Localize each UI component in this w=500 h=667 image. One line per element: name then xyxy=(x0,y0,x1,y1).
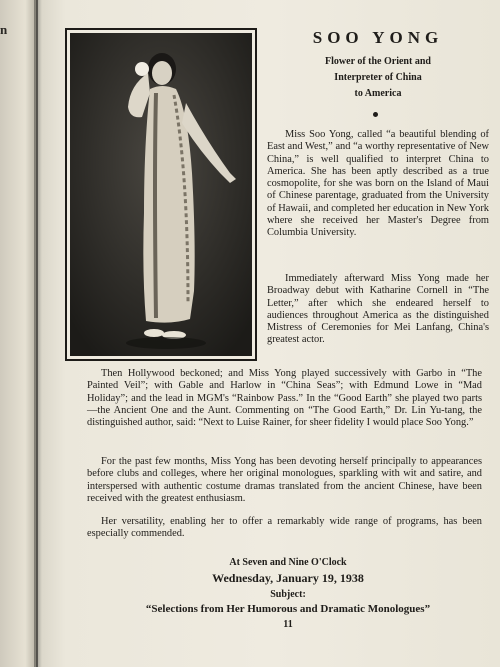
bio-paragraph-1: Miss Soo Yong, called “a beautiful blending of East and West,” and “a worthy representative of New China,” is well qualified to interpret China to America. She has been aptly described as a true cosmopolite, for she was born on the Island of Maui of Chinese parentage, graduated from the University of Hawaii, and completed her education in New York where she received her Master's Degree from Columbia University. xyxy=(267,129,489,239)
bio-paragraph-3: Then Hollywood beckoned; and Miss Yong played successively with Garbo in “The Painted Veil”; with Gable and Harlow in “China Seas”; with Edmund Lowe in “Mad Holiday”; and the lead in MGM's “Rainbow Pass.” In the “Good Earth” she played two parts—the Ancient One and the Aunt. Commenting on “The Good Earth,” Dr. Lin Yu-tang, the distinguished author, said: “Next to Luise Rainer, for sheer fidelity I would place Soo Yong.” xyxy=(87,368,482,429)
event-date: Wednesday, January 19, 1938 xyxy=(212,571,364,585)
subject-title: “Selections from Her Humorous and Dramatic Monologues” xyxy=(145,603,431,615)
bio-paragraph-4: For the past few months, Miss Yong has been devoting herself principally to appearances before clubs and colleges, where her original monologues, sparkling with wit and satire, and interspersed with authentic costume dramas translated from the ancient Chinese, have been received with the greatest enthusiasm. xyxy=(87,456,482,504)
subtitle-line: to America xyxy=(354,88,402,99)
program-page xyxy=(38,0,500,667)
portrait-photo xyxy=(70,33,252,356)
bio-paragraph-2: Immediately afterward Miss Yong made her Broadway debut with Katharine Cornell in “The Letter,” after which she endeared herself to audiences throughout America as the distinguished Mistress of Ceremonies for Mei Lanfang, China's greatest actor. xyxy=(267,273,489,346)
event-time: At Seven and Nine O'Clock xyxy=(229,557,347,568)
subtitle-line: Interpreter of China xyxy=(334,72,422,83)
section-bullet xyxy=(373,112,378,117)
subtitle-line: Flower of the Orient and xyxy=(325,56,431,67)
subject-label: Subject: xyxy=(270,589,306,600)
page-title: SOO YONG xyxy=(312,28,444,47)
portrait-frame xyxy=(65,28,257,361)
page-subtitle xyxy=(264,54,492,102)
facing-page-text: n xyxy=(0,22,8,37)
spine-shadow xyxy=(34,0,42,667)
page-number: 11 xyxy=(283,619,293,630)
bio-paragraph-5: Her versatility, enabling her to offer a remarkably wide range of programs, has been especially commended. xyxy=(87,516,482,540)
facing-page-edge xyxy=(0,0,36,667)
